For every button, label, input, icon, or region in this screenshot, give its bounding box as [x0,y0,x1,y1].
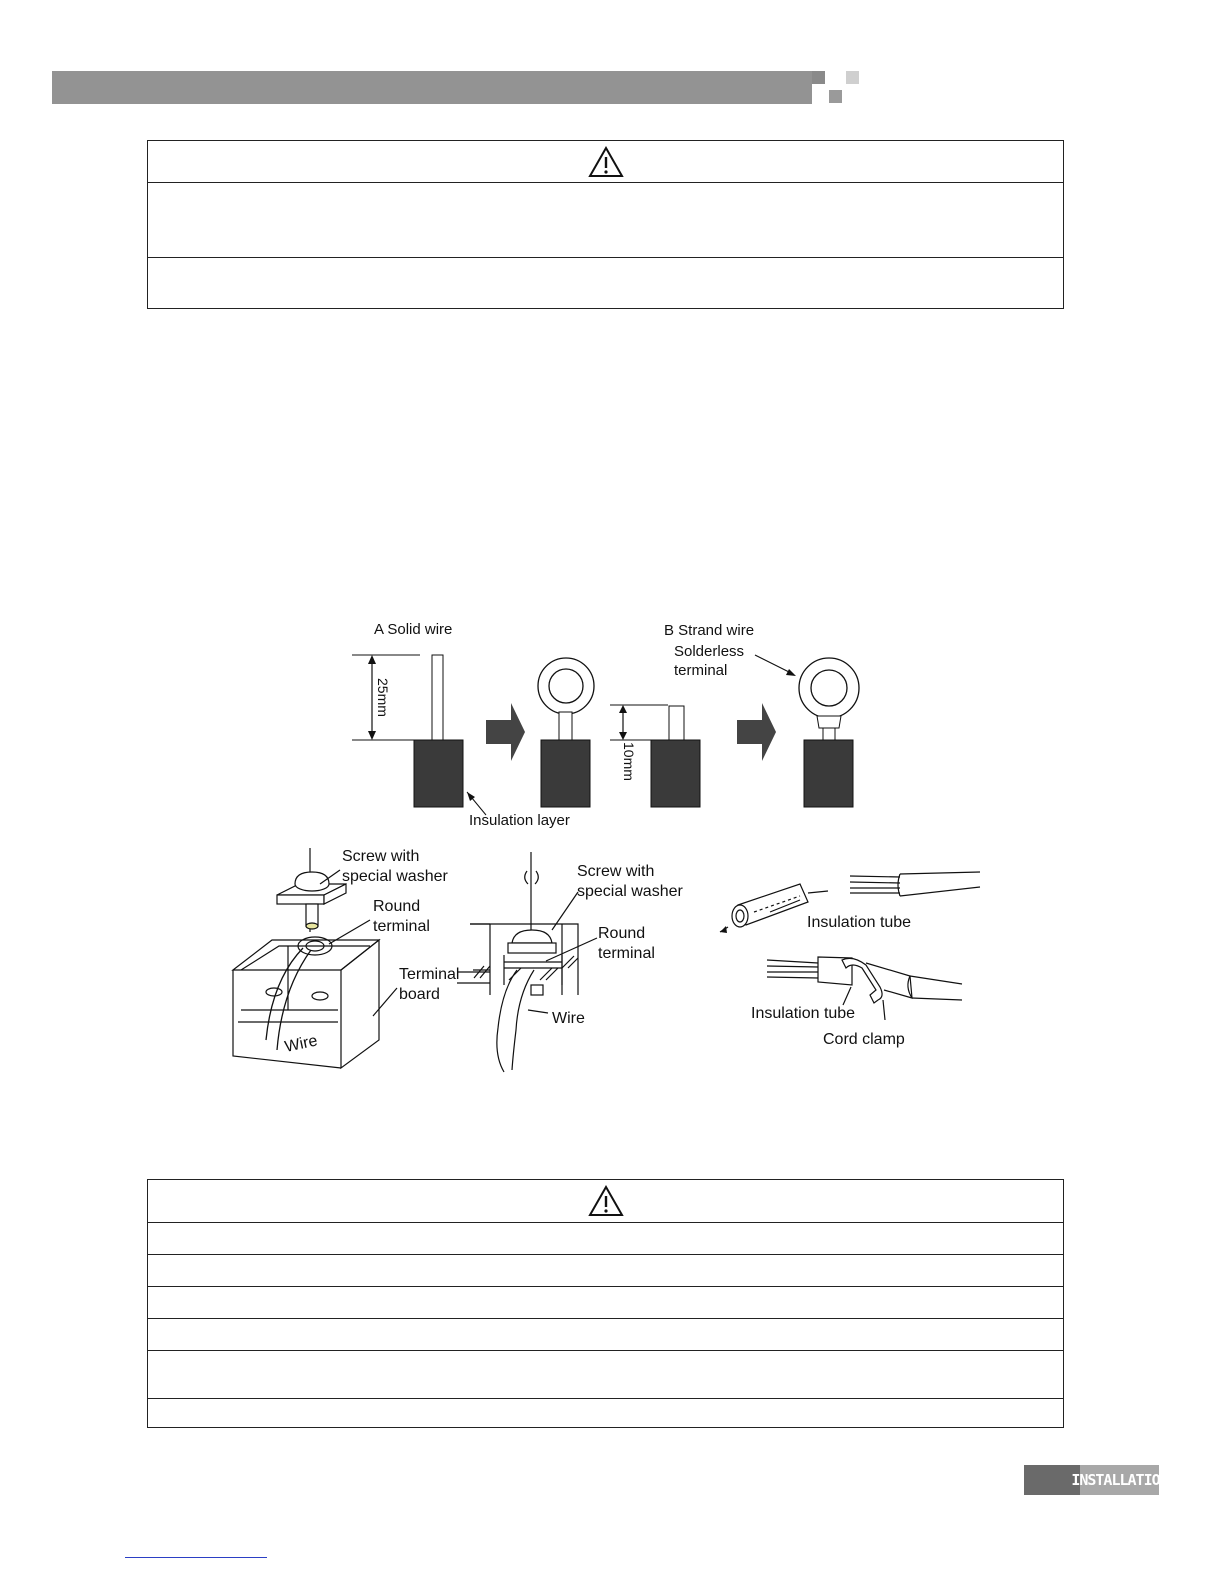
cord-clamp-drawing [720,872,980,1020]
warning-row [148,1222,1063,1254]
screw-label: special washer [577,883,683,900]
insulation-layer-label: Insulation layer [469,812,570,829]
wiring-diagram [210,600,1010,1080]
warning-row [148,1398,1063,1429]
screw-label: Screw with [577,863,655,880]
terminal-board-label: Terminal [399,966,460,983]
cross-section-drawing [457,852,597,1072]
section-label: INSTALLATION [1071,1471,1168,1489]
arrow-right-icon [486,703,525,761]
warning-row [148,257,1063,308]
wire-label: Wire [283,1032,320,1056]
arrow-right-icon [737,703,776,761]
round-terminal-label: terminal [373,918,430,935]
warning-row [148,1318,1063,1350]
warning-table-top [147,140,1064,309]
section-tab [1071,1465,1168,1495]
insulation-tube-label: Insulation tube [751,1005,856,1022]
warning-row [148,1286,1063,1318]
solid-wire-label: A Solid wire [374,621,453,638]
header-bar [52,71,812,104]
warning-row [148,1254,1063,1286]
solderless-label: Solderless [674,643,745,660]
wire-label: Wire [552,1010,585,1027]
warning-icon [588,1185,624,1217]
solderless-label: terminal [674,662,728,679]
header-square-light [846,71,859,84]
header-square-dark [812,71,825,84]
header-square-mid [829,90,842,103]
warning-header [148,141,1063,182]
insulation-block [414,740,463,807]
screw-label: Screw with [342,848,420,865]
warning-row [148,1350,1063,1398]
round-terminal-label: Round [598,925,646,942]
strand-wire-label: B Strand wire [664,622,755,639]
warning-header [148,1180,1063,1222]
bottom-link-underline [125,1557,267,1558]
round-terminal-label: Round [373,898,421,915]
warning-table-bottom [147,1179,1064,1428]
warning-icon [588,146,624,178]
dimension-10mm: 10mm [621,742,637,781]
cord-clamp-label: Cord clamp [823,1031,905,1048]
warning-row [148,182,1063,257]
screw-label: special washer [342,868,448,885]
dimension-25mm: 25mm [375,678,391,717]
terminal-board-label: board [399,986,440,1003]
insulation-tube-label: Insulation tube [807,914,912,931]
round-terminal-label: terminal [598,945,655,962]
